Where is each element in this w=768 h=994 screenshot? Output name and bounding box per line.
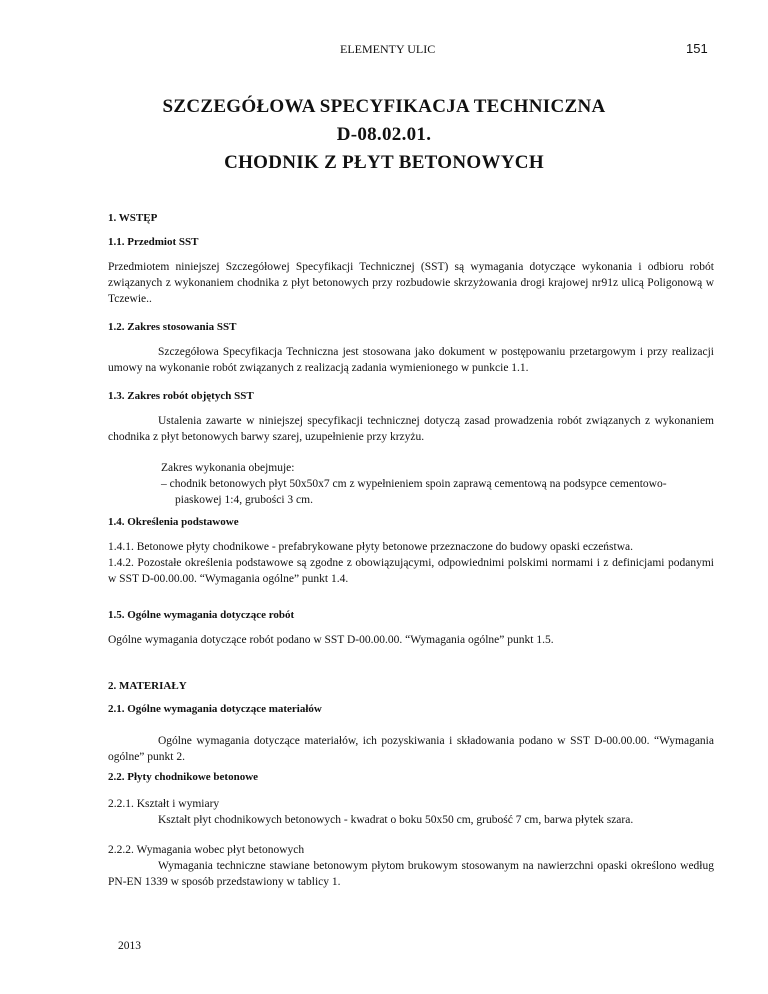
section-heading-1-2: 1.2. Zakres stosowania SST: [108, 321, 237, 333]
section-heading-2-1: 2.1. Ogólne wymagania dotyczące materiałów: [108, 703, 322, 715]
section-1-5-text: Ogólne wymagania dotyczące robót podano w SST D-00.00.00. “Wymagania ogólne” punkt 1.5.: [108, 634, 554, 646]
running-header: ELEMENTY ULIC: [340, 42, 436, 56]
section-heading-1-1: 1.1. Przedmiot SST: [108, 236, 199, 248]
definition-1-4-2: 1.4.2. Pozostałe określenia podstawowe są zgodne z obowiązującymi, odpowiednimi polskimi normami i z definicjami podanymi w SST D-00.00.00. “Wymagania ogólne” punkt 1.4.: [108, 557, 714, 585]
scope-list-item: – chodnik betonowych płyt 50x50x7 cm z wypełnieniem spoin zaprawą cementową na podsypce cementowo-: [161, 478, 667, 490]
section-heading-1: 1. WSTĘP: [108, 212, 158, 224]
section-1-3-text: Ustalenia zawarte w niniejszej specyfikacji technicznej dotyczą zasad prowadzenia robót związanych z wykonaniem chodnika z płyt betonowych barwy szarej, uzupełnienie przy krzyżu.: [108, 415, 714, 443]
section-heading-1-3: 1.3. Zakres robót objętych SST: [108, 390, 254, 402]
section-heading-2-2: 2.2. Płyty chodnikowe betonowe: [108, 771, 259, 783]
section-1-1-text: Przedmiotem niniejszej Szczegółowej Specyfikacji Technicznej (SST) są wymagania dotyczące wykonania i odbioru robót związanych z wykonaniem chodnika z płyt betonowych przy rozbudowie skrzyżowania drogi krajowej nr91z ulicą Poligonową w Tczewie..: [108, 261, 714, 305]
section-heading-1-5: 1.5. Ogólne wymagania dotyczące robót: [108, 609, 295, 621]
document-subject: CHODNIK Z PŁYT BETONOWYCH: [224, 152, 544, 173]
document-title-line1: SZCZEGÓŁOWA SPECYFIKACJA TECHNICZNA: [162, 96, 606, 117]
scope-list-item-continuation: piaskowej 1:4, grubości 3 cm.: [175, 494, 313, 506]
footer-year: 2013: [118, 940, 141, 952]
section-1-2-text: Szczegółowa Specyfikacja Techniczna jest stosowana jako dokument w postępowaniu przetargowym i przy realizacji umowy na wykonanie robót związanych z realizacją zadania wymienionego w punkcie 1.1.: [108, 346, 714, 374]
subsection-2-2-2-label: 2.2.2. Wymagania wobec płyt betonowych: [108, 844, 305, 856]
section-2-1-text: Ogólne wymagania dotyczące materiałów, ich pozyskiwania i składowania podano w SST D-00.00.00. “Wymagania ogólne” punkt 2.: [108, 735, 714, 763]
definition-1-4-1: 1.4.1. Betonowe płyty chodnikowe - prefabrykowane płyty betonowe przeznaczone do budowy opaski eczeństwa.: [108, 541, 634, 553]
scope-intro: Zakres wykonania obejmuje:: [161, 462, 295, 474]
page-number: 151: [686, 41, 708, 56]
section-heading-2: 2. MATERIAŁY: [108, 680, 187, 692]
document-code: D-08.02.01.: [336, 124, 432, 145]
section-heading-1-4: 1.4. Określenia podstawowe: [108, 516, 239, 528]
subsection-2-2-1-text: Kształt płyt chodnikowych betonowych - kwadrat o boku 50x50 cm, grubość 7 cm, barwa płytek szara.: [158, 814, 634, 826]
subsection-2-2-2-text: Wymagania techniczne stawiane betonowym płytom brukowym stosowanym na nawierzchni opaski określono według PN-EN 1339 w sposób przedstawiony w tablicy 1.: [108, 860, 714, 888]
subsection-2-2-1-label: 2.2.1. Kształt i wymiary: [108, 798, 220, 810]
